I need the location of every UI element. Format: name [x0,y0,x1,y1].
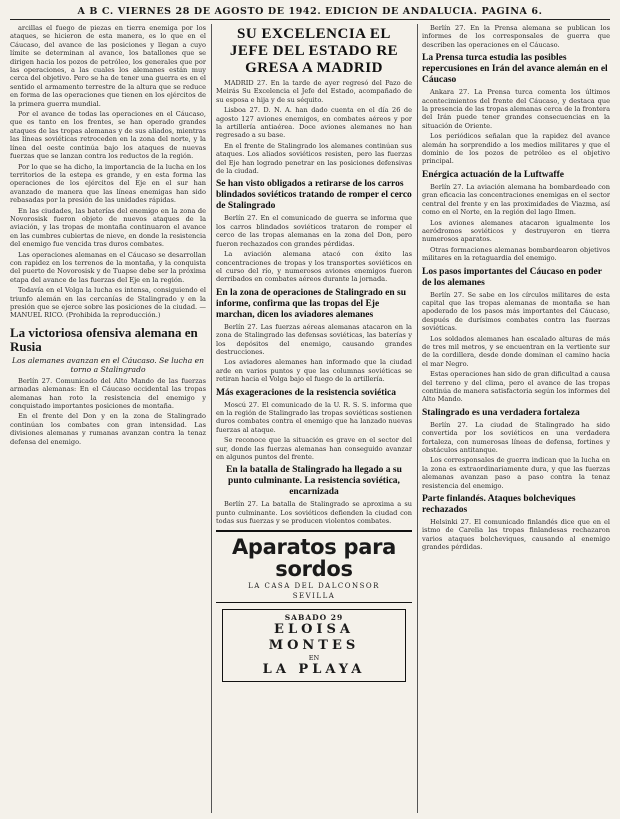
subheadline: Más exageraciones de la resistencia soviética [216,387,397,398]
article-paragraph: Otras formaciones alemanas bombardearon objetivos militares en la retaguardia del enemigo. [422,245,610,263]
article-paragraph: Los soldados alemanes han escalado alturas de más de tres mil metros, y se encuentran en la vertiente sur de la cordillera, desde donde dominan el camino hacia el mar Negro. [422,334,610,368]
column-right [422,24,610,813]
article-paragraph: Berlín 27. Se sabe en los círculos militares de esta capital que las tropas alemanas de montaña se han apoderado de los pasos más importantes del Cáucaso, después de durísimos combates contra las fuerzas soviéticas. [422,290,610,333]
ad-line: SEVILLA [292,591,336,600]
ad-name: ELOISA MONTES [268,621,360,653]
article-paragraph: Por el avance de todas las operaciones en el Cáucaso, que es tanto en los frentes, se han operado grandes ataques de las tropas alemanas y de sus aliados, mientras las líneas soviéticas retroceden en la zona del norte, y la línea del oeste continúa bajo los ataques de nuevas fuerzas que se lanzan contra los reductos de la región. [10,110,206,161]
article-paragraph: En el frente de Stalingrado los alemanes continúan sus ataques. Los aliados soviéticos resisten, pero las fuerzas del Eje han logrado penetrar en las posiciones defensivas de la ciudad. [216,141,412,176]
article-paragraph: arcillas el fuego de piezas en tierra enemiga por los ataques, se hicieron de esta manera, es lo que en el Cáucaso, del avance de las posiciones y llegan a cuyo límite se determinan al avance, los batallones que se dirigen hacia los pozos de petróleo, los generales que por las operaciones, a las cuales los alemanes están muy cerca del objetivo. Pero se ha de tener una guerra es en el sentido el armamento terrestre de la altura que se reduce en forma de las operaciones que tienen en los ejércitos de la primera guerra mundial. [10,24,206,108]
headline-deck: Los alemanes avanzan en el Cáucaso. Se lucha en torno a Stalingrado [11,355,205,374]
article-paragraph: Berlín 27. Comunicado del Alto Mando de las fuerzas armadas alemanas: En el Cáucaso occidental las tropas alemanas han roto la resistencia del enemigo y conquistado importantes posiciones de montaña. [10,376,206,411]
article-paragraph: MADRID 27. En la tarde de ayer regresó del Pazo de Meirás Su Excelencia el Jefe del Estado, acompañado de su esposa e hija y de su séquito. [216,79,412,104]
article-paragraph: Helsinki 27. El comunicado finlandés dice que en el istmo de Carelia las tropas finlandesas rechazaron varios ataques bolcheviques, causando al enemigo grandes pérdidas. [422,518,610,552]
ad-en: EN [308,653,320,662]
article-paragraph: Los aviones alemanes atacaron igualmente los aeródromos soviéticos y destruyeron en tierra numerosos aparatos. [422,218,610,244]
advertisement-eloisa [222,609,406,682]
article-paragraph: Los periódicos señalan que la rapidez del avance alemán ha sorprendido a los medios militares y que el dominio de los pozos de petróleo es el objetivo principal. [422,132,610,166]
ad-place: LA PLAYA [262,661,366,677]
column-left [10,24,206,813]
article-paragraph: Berlín 27. La ciudad de Stalingrado ha sido convertida por los soviéticos en una verdadera fortaleza, con numerosas líneas de defensa, fortines y obstáculos antitanque. [422,420,610,455]
subheadline: La Prensa turca estudia las posibles repercusiones en Irán del avance alemán en el Cáucaso [422,53,608,86]
article-paragraph: Berlín 27. La aviación alemana ha bombardeado con gran eficacia las concentraciones enemigas en el sector central del frente y en las proximidades de Viazma, así como en el Norte, en la región del lago Ilmen. [422,182,610,217]
headline-line: GRESA A MADRID [245,60,383,76]
article-paragraph: Los aviadores alemanes han informado que la ciudad arde en varios puntos y que las columnas soviéticas se retiran hacia el Volga bajo el fuego de la artillería. [216,358,412,384]
column-divider [211,24,212,813]
article-paragraph: Todavía en el Volga la lucha es intensa, consiguiendo el triunfo alemán en las cercanías de Stalingrado y en la presión que se ejerce sobre las posiciones de la ciudad. — MANUEL RICO. (Prohibida la reproducción.) [10,286,206,320]
article-paragraph: Moscú 27. El comunicado de la U. R. S. S. informa que en la región de Stalingrado las tropas soviéticas sostienen duros combates contra el enemigo que ha lanzado nuevas fuerzas al ataque. [216,400,412,434]
subheadline: En la zona de operaciones de Stalingrado en su informe, confirma que las tropas del Eje marchan, dicen los aviadores alemanes [216,287,407,320]
column-divider [417,24,418,813]
subheadline: Los pasos importantes del Cáucaso en poder de los alemanes [422,266,602,288]
headline-line: SU EXCELENCIA EL [237,26,391,42]
article-paragraph: Los corresponsales de guerra indican que la lucha en la zona es extraordinariamente dura, y que las fuerzas alemanas avanzan paso a paso contra la tenaz resistencia del enemigo. [422,456,610,490]
columns [10,24,610,813]
subheadline: En la batalla de Stalingrado ha llegado a su punto culminante. La resistencia soviética, encarnizada [226,465,402,498]
headline-line: JEFE DEL ESTADO RE [229,43,399,59]
article-paragraph: En el frente del Don y en la zona de Stalingrado continúan los combates con gran intensidad. Las divisiones alemanas y rumanas avanzan contra la tenaz defensa del enemigo. [10,412,206,446]
article-paragraph: Ankara 27. La Prensa turca comenta los últimos acontecimientos del frente del Cáucaso, y destaca que la presencia de las tropas alemanas cerca de la frontera del Irán puede tener grandes consecuencias en la situación de Oriente. [422,88,610,130]
article-paragraph: En las ciudades, las baterías del enemigo en la zona de Novorosisk fueron objeto de nuevos ataques de la aviación, y las tropas de montaña continuaron el avance en las cumbres cubiertas de nieve, en donde la resistencia del enemigo fue vencida tras duros combates. [10,206,206,249]
column-center [216,24,412,813]
article-paragraph: Estas operaciones han sido de gran dificultad a causa del terreno y del clima, pero el avance de las tropas continúa de manera satisfactoria según los informes del Alto Mando. [422,370,610,404]
article-paragraph: Las operaciones alemanas en el Cáucaso se desarrollan con rapidez en los terrenos de la montaña, y la conquista del puerto de Novorosisk y de Tuapse debe ser la próxima etapa del avance de las fuerzas del Eje en la región. [10,250,206,284]
ad-day: SABADO 29 [284,612,344,622]
article-paragraph: Berlín 27. Las fuerzas aéreas alemanas atacaron en la zona de Stalingrado las defensas soviéticas, las baterías y los depósitos del enemigo, causando grandes destrucciones. [216,322,412,356]
subheadline: Stalingrado es una verdadera fortaleza [422,407,580,418]
subheadline: Parte finlandés. Ataques bolcheviques rechazados [422,494,576,516]
article-paragraph: Berlín 27. En el comunicado de guerra se informa que los carros blindados soviéticos trataron de romper el cerco de las tropas alemanas en la zona del Don, pero fueron rechazados con grandes pérdidas. [216,214,412,248]
article-paragraph: La aviación alemana atacó con éxito las concentraciones de tropas y los transportes soviéticos en el curso del río, y numerosos aviones enemigos fueron derribados en combates aéreos durante la jornada. [216,250,412,284]
article-paragraph: Se reconoce que la situación es grave en el sector del sur, donde las fuerzas alemanas han conseguido avanzar en algunos puntos del frente. [216,436,412,461]
advertisement-sordos [216,530,412,603]
article-paragraph: Berlín 27. La batalla de Stalingrado se aproxima a su punto culminante. Los soviéticos defienden la ciudad con todas sus fuerzas y se producen violentos combates. [216,500,412,526]
headline-jefe-estado [216,26,412,77]
page-masthead: A B C. VIERNES 28 DE AGOSTO DE 1942. EDICION DE ANDALUCIA. PAGINA 6. [10,6,610,20]
subheadline: Se han visto obligados a retirarse de los carros blindados soviéticos tratando de romper el cerco de Stalingrado [216,179,412,212]
subheadline: Enérgica actuación de la Luftwaffe [422,169,564,180]
ad-line: LA CASA DEL DALCONSOR [248,581,380,590]
article-paragraph: Berlín 27. En la Prensa alemana se publican los informes de los corresponsales de guerra que describen las operaciones en el Cáucaso. [422,24,610,49]
ad-title: Aparatos para sordos [231,534,397,581]
article-paragraph: Por lo que se ha dicho, la importancia de la lucha en los territorios de la estepa es grande, y en esta forma las operaciones de los ejércitos del Eje en el sur han avanzado de manera que las líneas enemigas han sido rebasadas por la presión de las unidades rápidas. [10,162,206,205]
article-paragraph: Lisboa 27. D. N. A. han dado cuenta en el día 26 de agosto 127 aviones enemigos, en combates aéreos y por la artillería antiaérea. Doce aviones alemanes no han regresado a su base. [216,106,412,140]
headline-ofensiva: La victoriosa ofensiva alemana en Rusia [10,324,198,354]
